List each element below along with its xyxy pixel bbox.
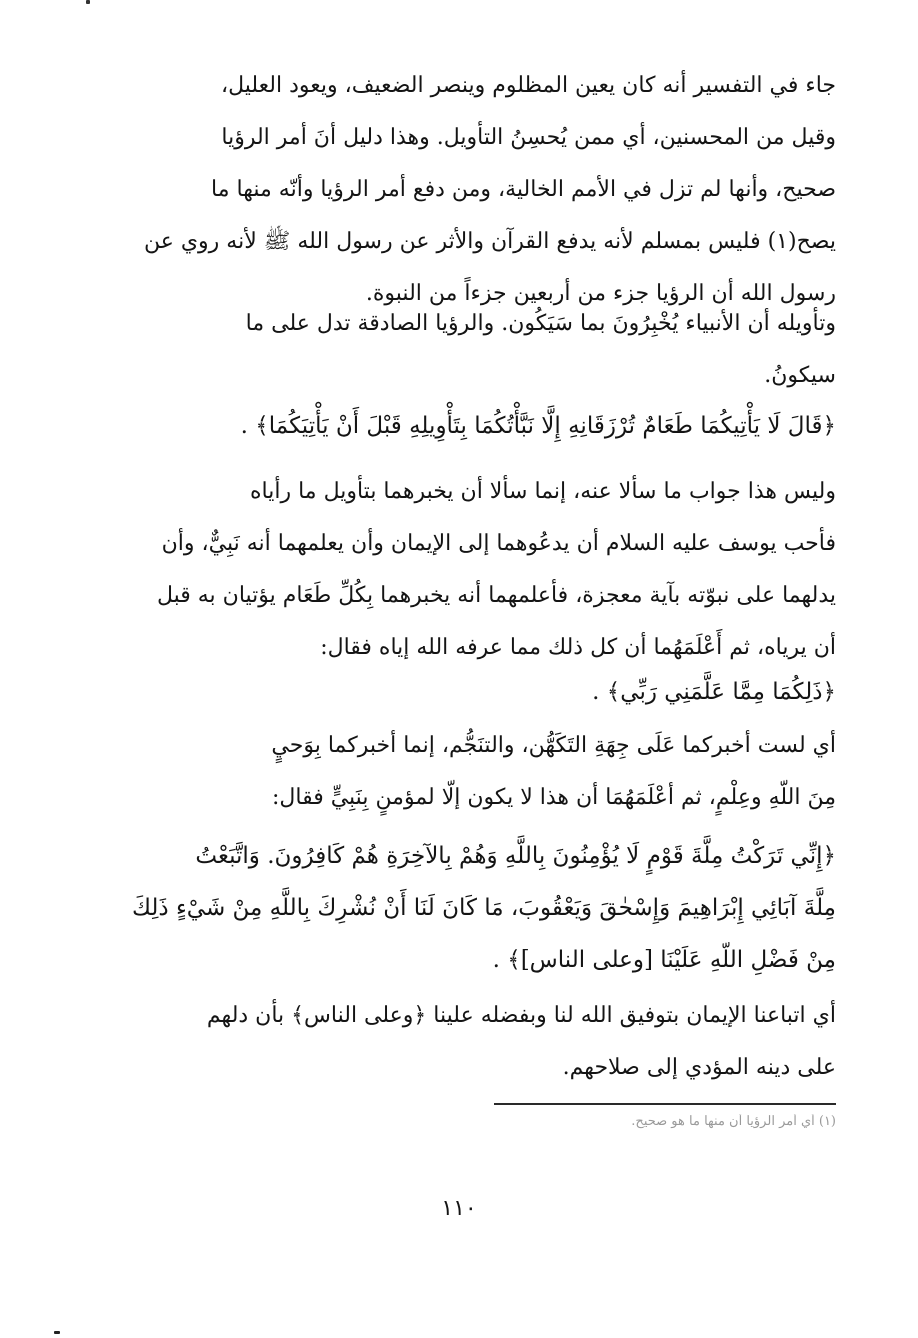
paragraph-line: فأحب يوسف عليه السلام أن يدعُوهما إلى الإيمان وأن يعلمهما أنه نَبِيٌّ، وأن xyxy=(161,531,836,556)
paragraph-line: يصح(١) فليس بمسلم لأنه يدفع القرآن والأثر عن رسول الله ﷺ لأنه روي عن xyxy=(143,229,836,254)
paragraph-line: رسول الله أن الرؤيا جزء من أربعين جزءاً من النبوة. xyxy=(365,281,836,306)
footnote-divider xyxy=(494,1103,836,1105)
paragraph-line: يدلهما على نبوّته بآية معجزة، فأعلمهما أنه يخبرهما بِكُلِّ طَعَام يؤتيان به قبل xyxy=(156,583,836,608)
verse-line: مِلَّةَ آبَائِي إِبْرَاهِيمَ وَإِسْحٰقَ وَيَعْقُوبَ، مَا كَانَ لَنَا أَنْ نُشْرِكَ بِاللَّهِ مِنْ شَيْءٍ ذَلِكَ xyxy=(132,895,836,921)
paragraph-line: وليس هذا جواب ما سألا عنه، إنما سألا أن يخبرهما بتأويل ما رأياه xyxy=(250,479,836,504)
paragraph-line: وتأويله أن الأنبياء يُخْبِرُونَ بما سَيَكُون. والرؤيا الصادقة تدل على ما xyxy=(245,311,836,336)
quran-verse-2 xyxy=(128,666,836,718)
paragraph-line: على دينه المؤدي إلى صلاحهم. xyxy=(562,1055,836,1080)
paragraph-line: أي اتباعنا الإيمان بتوفيق الله لنا وبفضله علينا ﴿وعلى الناس﴾ بأن دلهم xyxy=(206,1003,836,1028)
verse-line: ﴿ذَلِكُمَا مِمَّا عَلَّمَنِي رَبِّي﴾ . xyxy=(592,679,836,705)
footnote: (١) أي أمر الرؤيا أن منها ما هو صحيح. xyxy=(631,1114,836,1129)
page-number: ١١٠ xyxy=(441,1196,477,1221)
paragraph-line: صحيح، وأنها لم تزل في الأمم الخالية، ومن دفع أمر الرؤيا وأنّه منها ما xyxy=(211,177,836,202)
paragraph-line: أي لست أخبركما عَلَى جِهَةِ التَكَهُّن، والتنَجُّم، إنما أخبركما بِوَحيٍ xyxy=(271,733,836,758)
scan-speck xyxy=(54,1331,60,1334)
paragraph-line: وقيل من المحسنين، أي ممن يُحسِنُ التأويل. وهذا دليل أنَ أمر الرؤيا xyxy=(221,125,836,150)
paragraph-5 xyxy=(128,990,836,1094)
verse-line: ﴿قَالَ لَا يَأْتِيكُمَا طَعَامٌ تُرْزَقَانِهِ إِلَّا نَبَّأْتُكُمَا بِتَأْوِيلِهِ قَبْلَ أَنْ يَأْتِيَكُمَا﴾ . xyxy=(240,413,836,439)
paragraph-4 xyxy=(128,720,836,824)
verse-line: مِنْ فَضْلِ اللّهِ عَلَيْنَا [وعلى الناس]﴾ . xyxy=(492,947,836,973)
quran-verse-1 xyxy=(128,400,836,452)
quran-verse-3 xyxy=(128,830,836,986)
paragraph-line: أن يرياه، ثم أَعْلَمَهُما أن كل ذلك مما عرفه الله إياه فقال: xyxy=(320,635,836,660)
paragraph-line: جاء في التفسير أنه كان يعين المظلوم وينصر الضعيف، ويعود العليل، xyxy=(220,73,836,98)
paragraph-line: مِنَ اللّهِ وعِلْمٍ، ثم أعْلَمَهُمَا أن هذا لا يكون إلّا لمؤمنٍ بِنَبِيٍّ فقال: xyxy=(271,785,836,810)
paragraph-line: سيكونُ. xyxy=(764,363,836,388)
paragraph-2 xyxy=(128,298,836,402)
paragraph-1 xyxy=(128,60,836,320)
paragraph-3 xyxy=(128,466,836,674)
verse-line: ﴿إِنِّي تَرَكْتُ مِلَّةَ قَوْمٍ لَا يُؤْمِنُونَ بِاللَّهِ وَهُمْ بِالآخِرَةِ هُمْ كَافِرُونَ. وَاتَّبَعْتُ xyxy=(195,843,836,869)
scan-speck xyxy=(86,0,90,4)
